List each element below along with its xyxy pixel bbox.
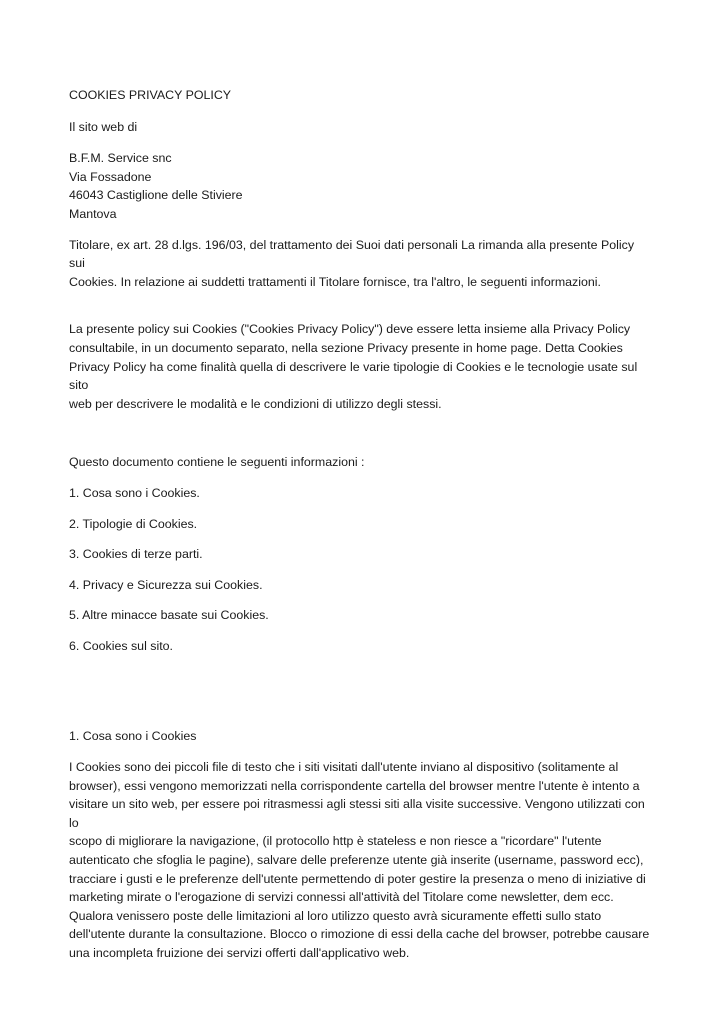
toc-item: 6. Cookies sul sito. xyxy=(69,638,173,653)
toc-item: 3. Cookies di terze parti. xyxy=(69,547,203,562)
contents-intro: Questo documento contiene le seguenti informazioni : xyxy=(69,455,365,470)
paragraph-line: La presente policy sui Cookies ("Cookies Privacy Policy") deve essere letta insieme alla Privacy Policy xyxy=(69,322,631,337)
paragraph-line: Cookies. In relazione ai suddetti trattamenti il Titolare fornisce, tra l'altro, le seguenti informazioni. xyxy=(69,274,601,289)
section1-paragraph xyxy=(69,758,653,963)
paragraph-line: Qualora venissero poste delle limitazioni al loro utilizzo questo avrà sicuramente effetti sullo stato xyxy=(69,908,602,923)
address-line: Mantova xyxy=(69,206,117,221)
paragraph-line: Titolare, ex art. 28 d.lgs. 196/03, del trattamento dei Suoi dati personali La rimanda alla presente Policy sui xyxy=(69,237,635,271)
paragraph-line: visitare un sito web, per essere poi ritrasmessi agli stessi siti alla visite successive. Vengono utilizzati con lo xyxy=(69,797,645,830)
toc-item: 2. Tipologie di Cookies. xyxy=(69,516,198,531)
paragraph-line: marketing mirate o l'erogazione di servizi connessi all'attività del Titolare come newsletter, dem ecc. xyxy=(69,890,614,905)
toc-item: 5. Altre minacce basate sui Cookies. xyxy=(69,608,269,623)
toc-item: 1. Cosa sono i Cookies. xyxy=(69,485,200,500)
site-intro: Il sito web di xyxy=(69,119,138,134)
address-line: Via Fossadone xyxy=(69,169,152,184)
paragraph-line: dell'utente durante la consultazione. Blocco o rimozione di essi della cache del browser, potrebbe causare xyxy=(69,927,650,942)
paragraph-line: tracciare i gusti e le preferenze dell'utente permettendo di poter gestire la presenza o meno di iniziative di xyxy=(69,871,646,886)
paragraph-line: I Cookies sono dei piccoli file di testo che i siti visitati dall'utente inviano al dispositivo (solitamente al xyxy=(69,760,619,775)
paragraph-line: browser), essi vengono memorizzati nella corrispondente cartella del browser mentre l'utente è intento a xyxy=(69,778,640,793)
paragraph-line: consultabile, in un documento separato, nella sezione Privacy presente in home page. Detta Cookies xyxy=(69,340,623,355)
paragraph-line: una incompleta fruizione dei servizi offerti dall'applicativo web. xyxy=(69,946,410,960)
paragraph-line: web per descrivere le modalità e le condizioni di utilizzo degli stessi. xyxy=(69,396,442,411)
document-page xyxy=(69,86,653,963)
address-line: 46043 Castiglione delle Stiviere xyxy=(69,188,243,203)
address-line: B.F.M. Service snc xyxy=(69,151,172,166)
document-title: COOKIES PRIVACY POLICY xyxy=(69,88,232,102)
section-title: 1. Cosa sono i Cookies xyxy=(69,729,197,744)
paragraph-line: scopo di migliorare la navigazione, (il protocollo http è stateless e non riesce a "ricordare" l'utente xyxy=(69,834,602,849)
toc-item: 4. Privacy e Sicurezza sui Cookies. xyxy=(69,577,263,592)
paragraph-line: Privacy Policy ha come finalità quella di descrivere le varie tipologie di Cookies e le tecnologie usate sul sito xyxy=(69,359,638,393)
paragraph-line: autenticato che sfoglia le pagine), salvare delle preferenze utente già inserite (username, password ecc), xyxy=(69,853,644,868)
table-of-contents xyxy=(69,484,653,656)
controller-paragraph xyxy=(69,236,653,292)
address-block xyxy=(69,149,653,223)
policy-paragraph xyxy=(69,320,653,413)
